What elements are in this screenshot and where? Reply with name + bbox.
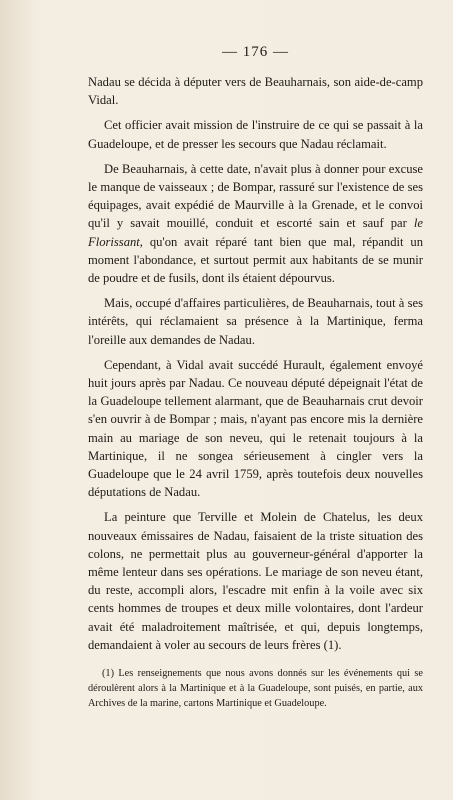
paragraph-3 (88, 160, 423, 287)
page-number: — 176 — (222, 44, 289, 60)
ship-name-italic: le Florissant (88, 216, 423, 249)
paragraph-3-part-1: De Beauharnais, à cette date, n'avait plus à donner pour excuse le manque de vaisseaux ; de Bompar, rassuré sur l'existence de ses équipages, avait expédié de Maurville à la Grenade, et le convoi qu'il y savait mouillé, conduit et escorté sain et sauf par (88, 161, 423, 231)
paragraph-3-part-2: , qu'on avait réparé tant bien que mal, répandit un moment l'abondance, et surtout permit aux habitants de se munir de poudre et de fusils, dont ils étaient dépourvus. (88, 234, 423, 286)
paragraph-6: La peinture que Terville et Molein de Chatelus, les deux nouveaux émissaires de Nadau, faisaient de la triste situation des colons, ne permettait plus au gouverneur-général d'apporter la même lenteur dans ses opérations. Le mariage de son neveu étant, du reste, accompli alors, l'escadre mit enfin à la voile avec six cents hommes de troupes et deux mille volontaires, dont l'ardeur avait été maladroitement maîtrisée, et qui, depuis longtemps, demandaient à voler au secours de leurs frères (1). (88, 510, 423, 652)
paragraph-1: Nadau se décida à députer vers de Beauharnais, son aide-de-camp Vidal. (88, 75, 423, 108)
paragraph-4: Mais, occupé d'affaires particulières, de Beauharnais, tout à ses intérêts, qui réclamaient sa présence à la Martinique, ferma l'oreille aux demandes de Nadau. (88, 296, 423, 347)
footnote: (1) Les renseignements que nous avons donnés sur les événements qui se déroulèrent alors à la Martinique et à la Guadeloupe, sont puisés, en partie, aux Archives de la marine, cartons Martinique et Guadeloupe. (88, 668, 423, 710)
paragraph-2: Cet officier avait mission de l'instruire de ce qui se passait à la Guadeloupe, et de presser les secours que Nadau réclamait. (88, 118, 423, 151)
body-text (88, 73, 423, 654)
paragraph-5: Cependant, à Vidal avait succédé Hurault, également envoyé huit jours après par Nadau. Ce nouveau député dépeignait l'état de la Guadeloupe tellement alarmant, que de Beauharnais crut devoir s'en ouvrir à de Bompar ; mais, n'ayant pas encore mis la dernière main au mariage de son neveu, qui le retenait toujours à la Martinique, il ne songea sérieusement à cingler vers la Guadeloupe que le 24 avril 1759, après toutefois deux nouvelles députations de Nadau. (88, 357, 423, 500)
